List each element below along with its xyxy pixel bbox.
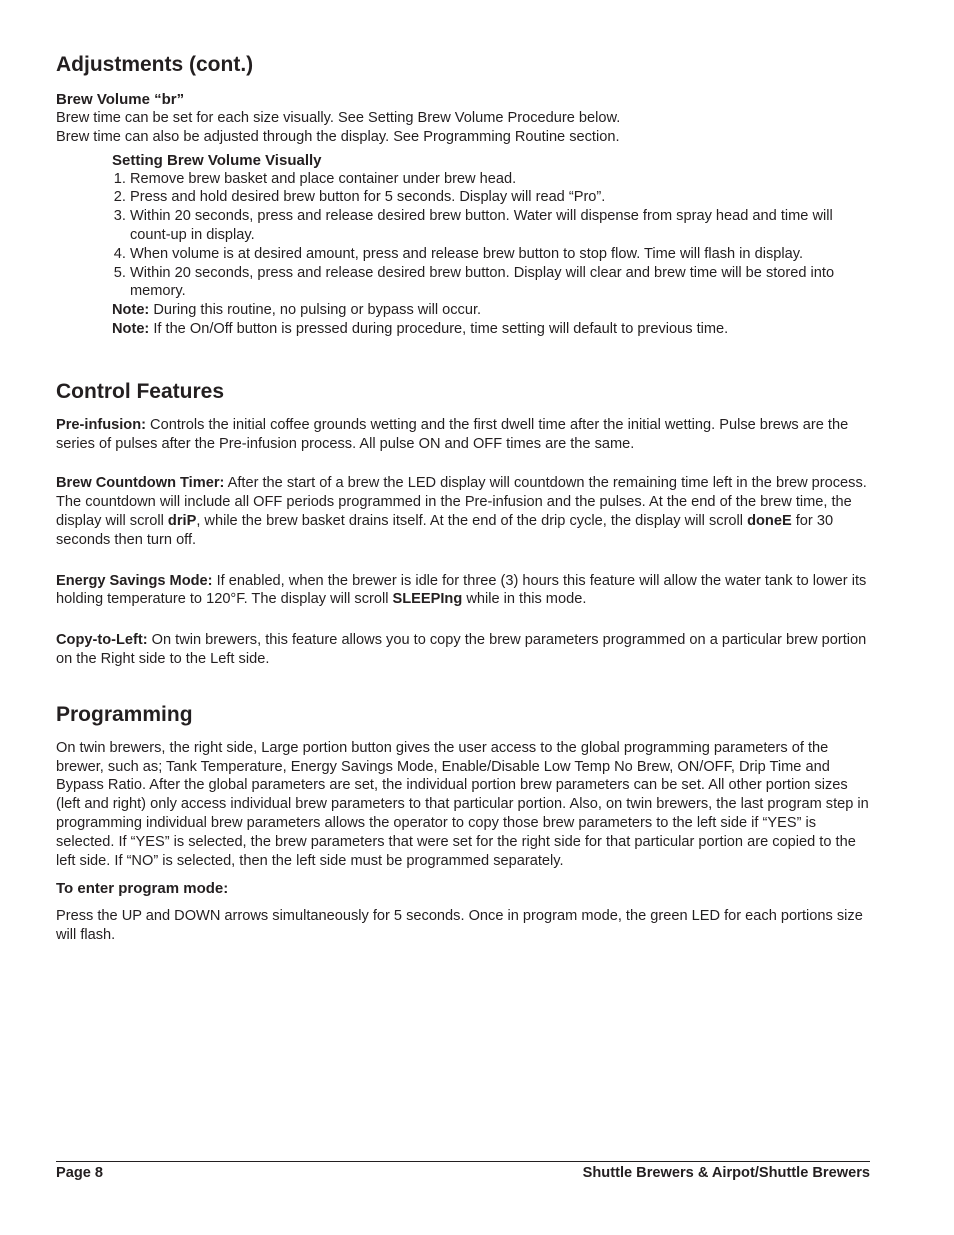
copy-to-left-text: On twin brewers, this feature allows you to copy the brew parameters programmed on a particular brew portion on the Right side to the Left side. [56, 632, 867, 667]
energy-sleeping-word: SLEEPIng [392, 591, 463, 608]
countdown-text-2: , while the brew basket drains itself. At the end of the drip cycle, the display will scroll [196, 512, 748, 529]
countdown-text-3: for 30 seconds then turn off. [56, 512, 834, 548]
preinfusion-label: Pre-infusion: [56, 416, 146, 433]
countdown-done-word: doneE [747, 512, 792, 529]
energy-text-1: If enabled, when the brewer is idle for three (3) hours this feature will allow the water tank to lower its holding temperature to 120°F. The display will scroll [56, 572, 867, 608]
visual-setting-block [112, 151, 870, 339]
preinfusion-text: Controls the initial coffee grounds wetting and the first dwell time after the initial wetting. Pulse brews are the series of pulses after the Pre-infusion process. All pulse ON and OFF times are the same. [56, 416, 849, 452]
enter-program-body: Press the UP and DOWN arrows simultaneously for 5 seconds. Once in program mode, the green LED for each portions size will flash. [56, 908, 863, 944]
brew-volume-line-1: Brew time can be set for each size visually. See Setting Brew Volume Procedure below. [56, 110, 621, 126]
adjustments-heading: Adjustments (cont.) [56, 53, 254, 76]
visual-setting-steps [112, 170, 870, 302]
brew-volume-heading: Brew Volume “br” [56, 91, 185, 108]
energy-text-2: while in this mode. [462, 591, 587, 608]
footer-divider [56, 1161, 870, 1162]
document-page [56, 52, 870, 945]
step-2: 2. Press and hold desired brew button for 5 seconds. Display will read “Pro”. [130, 188, 870, 207]
step-3: 3. Within 20 seconds, press and release desired brew button. Water will dispense from spray head and time will count-up in display. [130, 207, 870, 245]
energy-paragraph [56, 572, 870, 610]
copy-to-left-paragraph [56, 631, 870, 669]
note-1-label: Note: [112, 302, 150, 319]
footer [56, 1164, 870, 1182]
note-2 [112, 320, 870, 339]
copy-to-left-label: Copy-to-Left: [56, 632, 148, 649]
countdown-paragraph [56, 474, 870, 549]
note-1 [112, 301, 870, 320]
countdown-drip-word: driP [167, 512, 197, 529]
programming-heading: Programming [56, 702, 193, 726]
control-features-heading: Control Features [56, 379, 225, 403]
countdown-text-1: After the start of a brew the LED display will countdown the remaining time left in the brew process. The countdown will include all OFF periods programmed in the Pre-infusion and the pulses. At the end of the brew time, the display will scroll [56, 475, 867, 529]
energy-label: Energy Savings Mode: [56, 572, 213, 589]
step-4: 4. When volume is at desired amount, press and release brew button to stop flow. Time will flash in display. [130, 245, 870, 264]
step-5: 5. Within 20 seconds, press and release desired brew button. Display will clear and brew time will be stored into memory. [130, 264, 870, 302]
page-number: Page 8 [56, 1165, 104, 1181]
manual-title: Shuttle Brewers & Airpot/Shuttle Brewers [582, 1165, 870, 1181]
note-2-label: Note: [112, 320, 150, 337]
enter-program-heading: To enter program mode: [56, 880, 229, 898]
preinfusion-paragraph [56, 416, 870, 454]
visual-setting-heading: Setting Brew Volume Visually [112, 151, 322, 169]
brew-volume-line-2: Brew time can also be adjusted through the display. See Programming Routine section. [56, 128, 620, 145]
step-1: 1. Remove brew basket and place container under brew head. [130, 170, 870, 189]
programming-body: On twin brewers, the right side, Large portion button gives the user access to the global programming parameters of the brewer, such as; Tank Temperature, Energy Savings Mode, Enable/Disable Low Temp No Brew, ON/OFF, Drip Time and Bypass Ratio. After the global parameters are set, the individual portion brew parameters can be set. All other portion sizes (left and right) only access individual brew parameters to that particular portion. Also, on twin brewers, the last program step in programming individual brew parameters allows the operator to copy those brew parameters to the left side if “YES” is selected. If “YES” is selected, the brew parameters that were set for the right side for that particular portion are copied to the left side. If “NO” is selected, then the left side must be programmed separately. [56, 739, 869, 869]
note-1-text: During this routine, no pulsing or bypass will occur. [149, 302, 482, 319]
countdown-label: Brew Countdown Timer: [56, 475, 225, 492]
note-2-text: If the On/Off button is pressed during procedure, time setting will default to previous time. [149, 320, 729, 337]
